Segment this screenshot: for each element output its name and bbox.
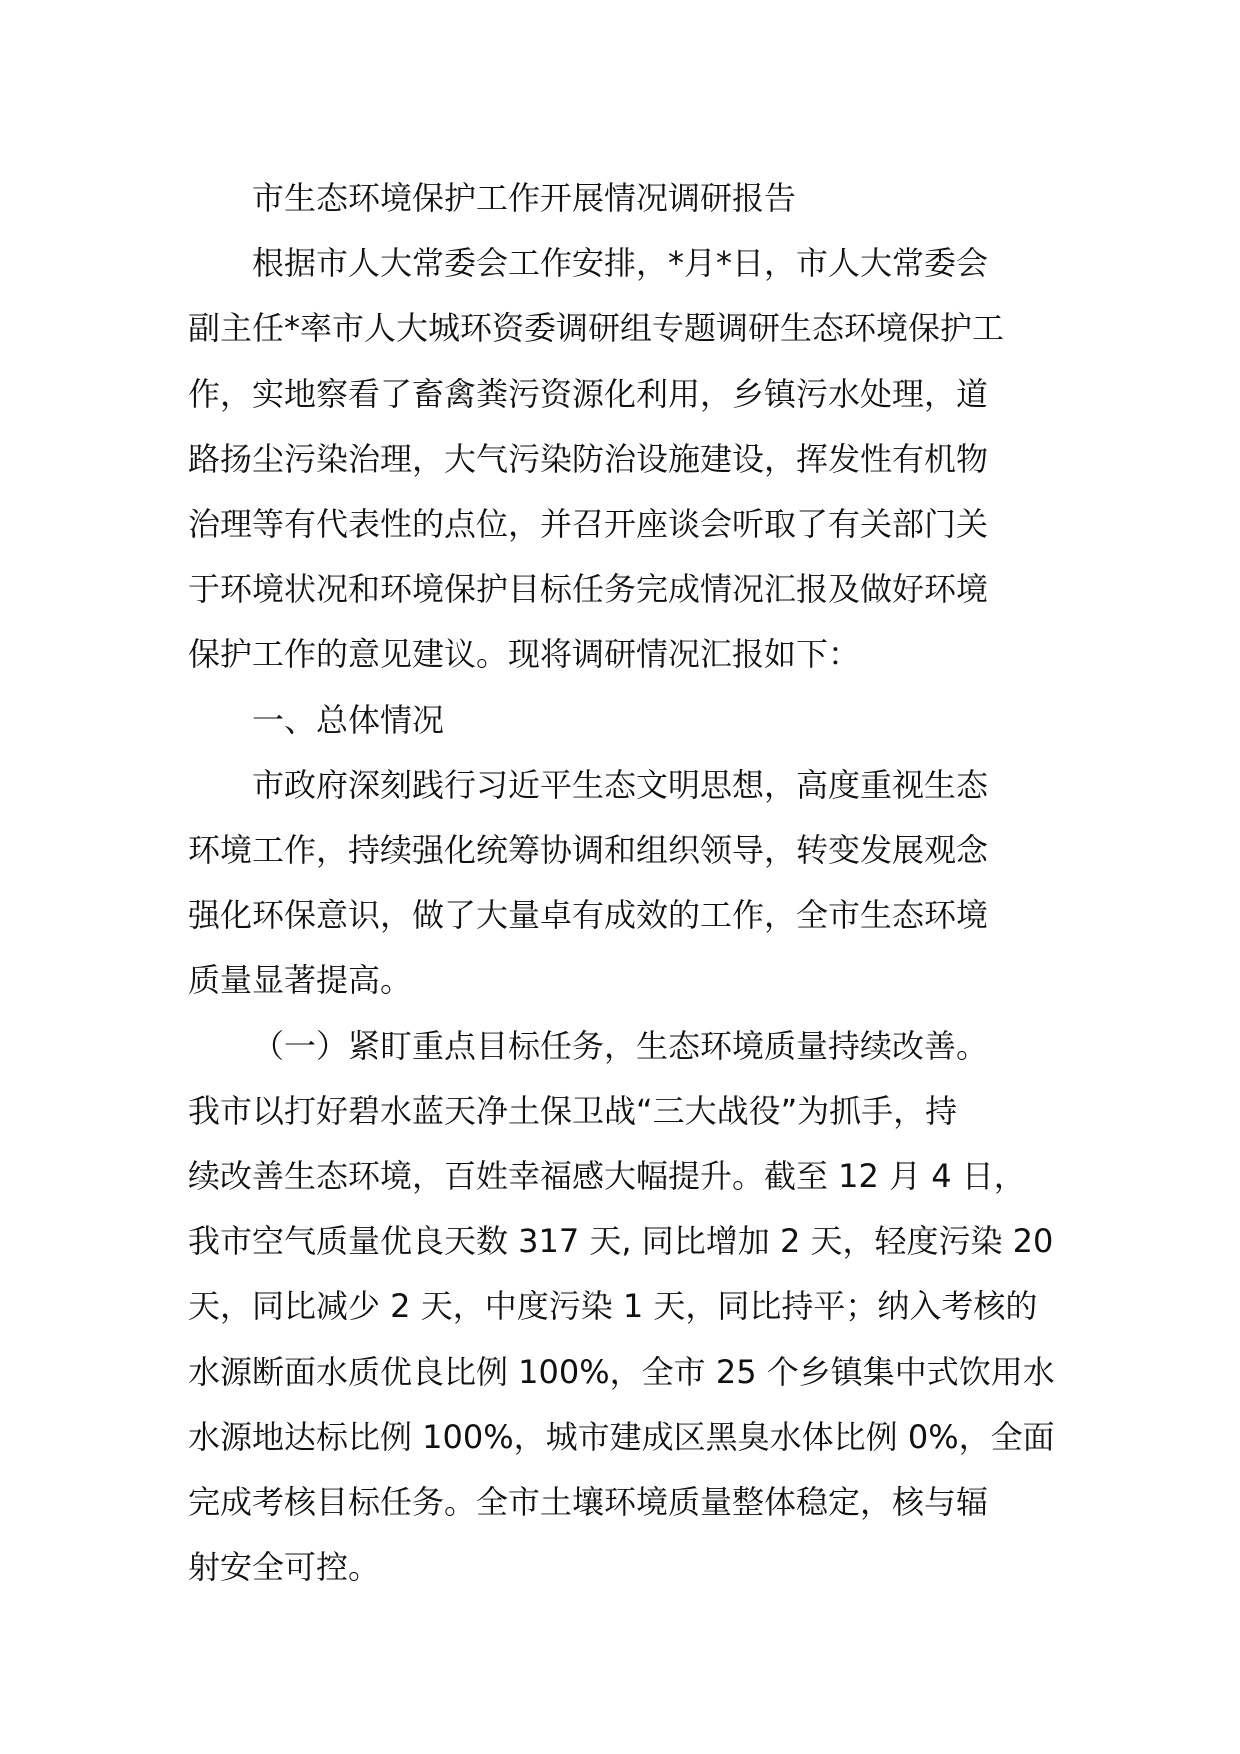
text-line: 续改善生态环境，百姓幸福感大幅提升。截至 12 月 4 日，	[188, 1157, 1026, 1196]
text-line: 于环境状况和环境保护目标任务完成情况汇报及做好环境	[188, 570, 989, 609]
text-line: 根据市人大常委会工作安排，*月*日，市人大常委会	[252, 244, 989, 283]
text-line: 副主任*率市人大城环资委调研组专题调研生态环境保护工	[188, 309, 1005, 348]
text-line: 市政府深刻践行习近平生态文明思想，高度重视生态	[252, 765, 989, 804]
text-line: 水源地达标比例 100%，城市建成区黑臭水体比例 0%，全面	[188, 1417, 1055, 1456]
text-line: 完成考核目标任务。全市土壤环境质量整体稳定，核与辐	[188, 1483, 989, 1522]
section-heading: 一、总体情况	[252, 700, 445, 739]
text-line: 我市空气质量优良天数 317 天, 同比增加 2 天，轻度污染 20	[188, 1222, 1054, 1261]
text-line: 环境工作，持续强化统筹协调和组织领导，转变发展观念	[188, 831, 989, 870]
text-line: 水源断面水质优良比例 100%，全市 25 个乡镇集中式饮用水	[188, 1352, 1055, 1391]
section-paragraph	[188, 753, 1058, 1014]
text-line: 质量显著提高。	[188, 961, 413, 1000]
document-page	[188, 166, 1058, 1600]
text-line: 天，同比减少 2 天，中度污染 1 天，同比持平；纳入考核的	[188, 1287, 1038, 1326]
text-line: 治理等有代表性的点位，并召开座谈会听取了有关部门关	[188, 505, 989, 544]
text-line: 作，实地察看了畜禽粪污资源化利用，乡镇污水处理，道	[188, 374, 989, 413]
text-line: 我市以打好碧水蓝天净土保卫战“三大战役”为抓手，持	[188, 1091, 958, 1130]
text-line: （一）紧盯重点目标任务，生态环境质量持续改善。	[252, 1026, 989, 1065]
text-line: 保护工作的意见建议。现将调研情况汇报如下：	[188, 635, 861, 674]
subsection-paragraph	[188, 1014, 1058, 1601]
intro-paragraph	[188, 231, 1058, 687]
text-line: 路扬尘污染治理，大气污染防治设施建设，挥发性有机物	[188, 439, 989, 478]
text-line: 射安全可控。	[188, 1548, 381, 1587]
document-title: 市生态环境保护工作开展情况调研报告	[252, 179, 797, 217]
text-line: 强化环保意识，做了大量卓有成效的工作，全市生态环境	[188, 896, 989, 935]
